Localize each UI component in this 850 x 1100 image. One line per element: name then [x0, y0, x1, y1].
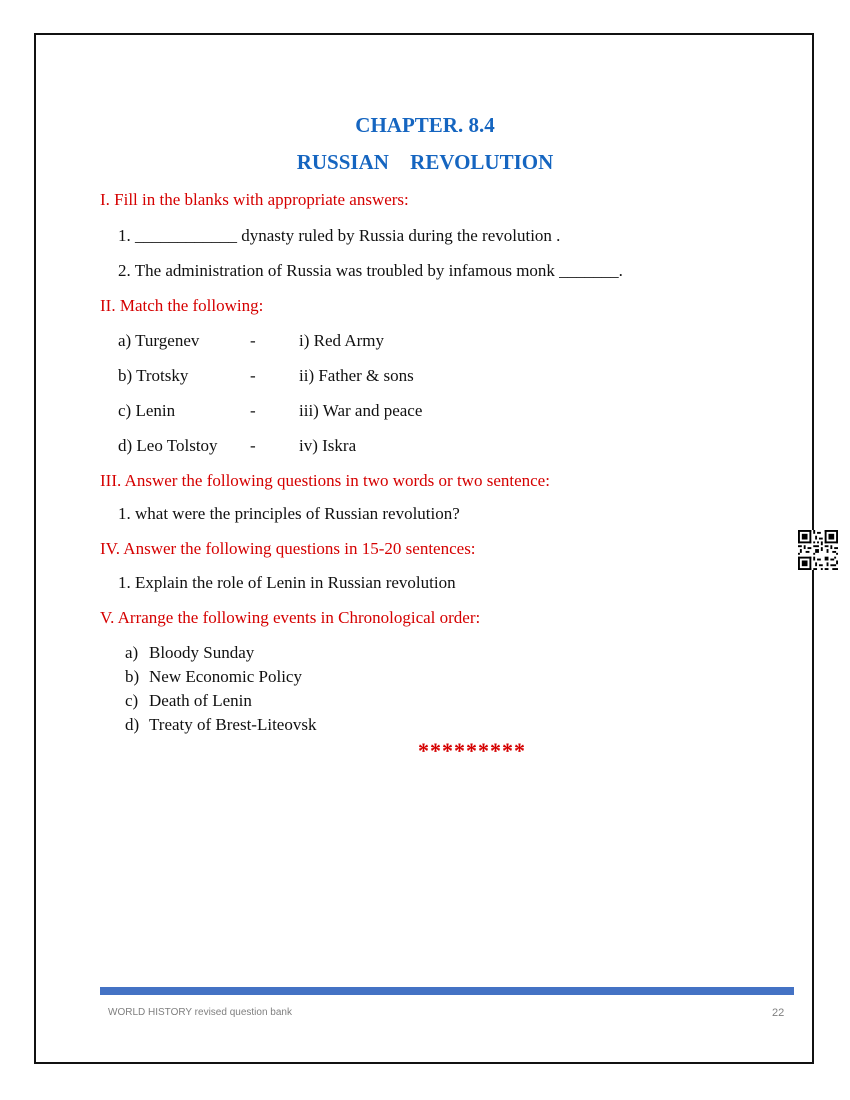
footer-title: WORLD HISTORY revised question bank [108, 1007, 292, 1018]
match-left-b: b) Trotsky [118, 366, 189, 385]
match-right-iv: iv) Iskra [299, 436, 357, 455]
fill-blank-question-2: 2. The administration of Russia was troubled by infamous monk _______. [118, 261, 623, 280]
section-1-heading: I. Fill in the blanks with appropriate answers: [100, 190, 409, 209]
match-dash: - [250, 331, 256, 350]
match-dash: - [250, 401, 256, 420]
event-item [125, 667, 302, 687]
section-3-heading: III. Answer the following questions in two words or two sentence: [100, 471, 550, 490]
section-5-heading: V. Arrange the following events in Chronological order: [100, 608, 481, 627]
footer-divider [100, 987, 794, 995]
section-4-heading: IV. Answer the following questions in 15-20 sentences: [100, 539, 476, 558]
fill-blank-question-1: 1. ____________ dynasty ruled by Russia during the revolution . [118, 226, 561, 245]
event-text: Death of Lenin [149, 691, 252, 710]
event-text: Bloody Sunday [149, 643, 255, 662]
match-left-d: d) Leo Tolstoy [118, 436, 218, 455]
section-2-heading: II. Match the following: [100, 296, 264, 315]
match-right-ii: ii) Father & sons [299, 366, 414, 385]
event-label: d) [125, 715, 140, 734]
match-dash: - [250, 366, 256, 385]
match-dash: - [250, 436, 256, 455]
chapter-title: RUSSIAN REVOLUTION [296, 150, 554, 174]
match-right-i: i) Red Army [299, 331, 384, 350]
match-right-iii: iii) War and peace [299, 401, 423, 420]
short-answer-question-1: 1. what were the principles of Russian revolution? [118, 504, 460, 523]
event-text: New Economic Policy [149, 667, 302, 686]
match-left-c: c) Lenin [118, 401, 176, 420]
event-item [125, 643, 254, 663]
qr-code-icon [798, 530, 838, 570]
event-label: a) [125, 643, 139, 662]
long-answer-question-1: 1. Explain the role of Lenin in Russian revolution [118, 573, 456, 592]
event-label: c) [125, 691, 139, 710]
event-item [125, 715, 316, 735]
event-item [125, 691, 252, 711]
page-number: 22 [772, 1007, 785, 1019]
chapter-number: CHAPTER. 8.4 [355, 113, 495, 137]
event-label: b) [125, 667, 140, 686]
match-left-a: a) Turgenev [118, 331, 200, 350]
end-marker: ********* [418, 738, 526, 763]
event-text: Treaty of Brest-Liteovsk [149, 715, 317, 734]
